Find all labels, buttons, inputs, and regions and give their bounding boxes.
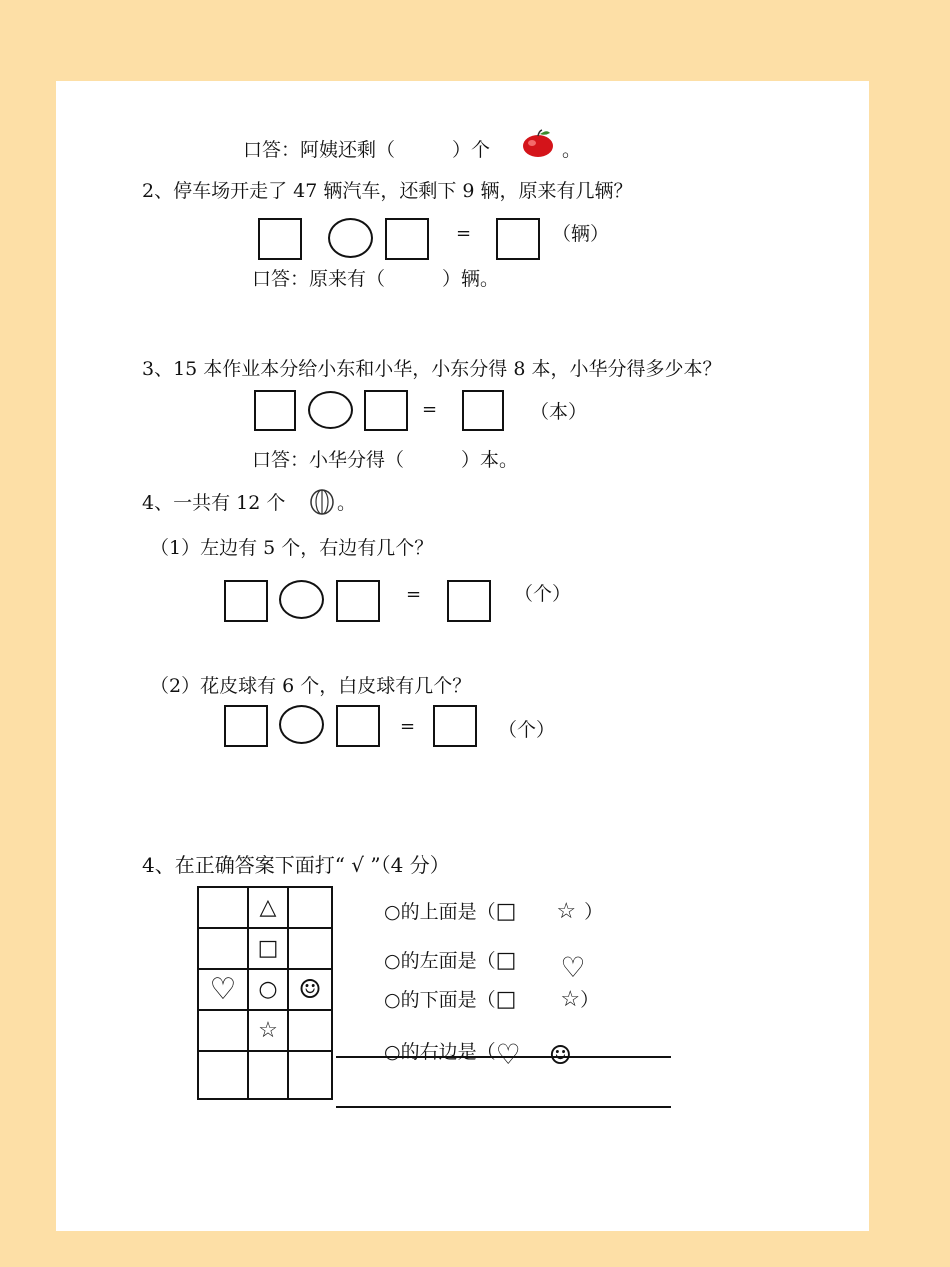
equals-sign: = [406, 584, 422, 605]
equals-sign: = [422, 399, 438, 420]
option-heart[interactable]: ♡ [560, 951, 586, 984]
q4-sub2-question: （2）花皮球有 6 个，白皮球有几个？ [150, 675, 472, 697]
apple-icon [520, 128, 556, 158]
result-box[interactable] [496, 218, 540, 260]
heart-icon: ♡ [209, 972, 237, 1007]
operator-oval[interactable] [279, 580, 324, 619]
q4-question: 4、一共有 12 个 [142, 492, 286, 514]
result-box[interactable] [462, 390, 504, 431]
square-icon: □ [257, 936, 279, 961]
answer-box[interactable] [224, 580, 268, 622]
equals-sign: = [456, 223, 472, 244]
option-square[interactable]: □ [495, 987, 517, 1012]
q5-line-right: ○的右边是（♡ ☺ [384, 1038, 573, 1071]
q5-line-above: ○的上面是（□ ☆ ） [384, 899, 604, 924]
operator-oval[interactable] [308, 391, 353, 429]
ball-icon [308, 487, 336, 517]
q1-end: 。 [562, 139, 582, 161]
grid-cell [288, 887, 332, 928]
option-square[interactable]: □ [495, 899, 517, 924]
option-star[interactable]: ☆ [560, 987, 581, 1012]
result-box[interactable] [447, 580, 491, 622]
operator-oval[interactable] [279, 705, 324, 744]
grid-cell [198, 1010, 248, 1051]
option-heart[interactable]: ♡ [495, 1038, 521, 1071]
q4-sub2-unit: （个） [498, 719, 556, 741]
q2-question: 2、停车场开走了 47 辆汽车，还剩下 9 辆，原来有几辆？ [142, 180, 633, 202]
q3-answer: 口答：小华分得（ ）本。 [252, 449, 519, 471]
star-icon: ☆ [258, 1018, 278, 1043]
grid-cell [248, 1051, 288, 1099]
worksheet-page [56, 81, 869, 1231]
option-star[interactable]: ☆ [556, 899, 577, 924]
q3-question: 3、15 本作业本分给小东和小华，小东分得 8 本，小华分得多少本？ [142, 358, 722, 380]
operator-oval[interactable] [328, 218, 373, 258]
answer-box[interactable] [385, 218, 429, 260]
grid-cell [288, 1051, 332, 1099]
triangle-icon: △ [259, 895, 277, 920]
q4-sub1-question: （1）左边有 5 个，右边有几个？ [150, 537, 434, 559]
q3-unit: （本） [530, 401, 588, 423]
grid-cell [248, 887, 288, 928]
position-grid [197, 886, 333, 1100]
answer-box[interactable] [224, 705, 268, 747]
q5-title: 4、在正确答案下面打“ √ ”（4 分） [142, 853, 450, 877]
answer-box[interactable] [336, 580, 380, 622]
grid-cell [198, 969, 248, 1010]
option-square[interactable]: □ [495, 948, 517, 973]
option-smiley[interactable]: ☺ [548, 1041, 573, 1071]
grid-cell [198, 1051, 248, 1099]
q2-answer: 口答：原来有（ ）辆。 [252, 268, 500, 290]
grid-cell [288, 928, 332, 969]
equals-sign: = [400, 716, 416, 737]
grid-cell [288, 1010, 332, 1051]
answer-box[interactable] [254, 390, 296, 431]
grid-cell [248, 1010, 288, 1051]
q5-line-below: ○的下面是（□ ☆） [384, 987, 600, 1012]
grid-cell [288, 969, 332, 1010]
answer-box[interactable] [364, 390, 408, 431]
circle-icon: ○ [258, 977, 278, 1002]
answer-box[interactable] [258, 218, 302, 260]
q4-end: 。 [337, 492, 357, 514]
grid-cell [198, 887, 248, 928]
answer-box[interactable] [336, 705, 380, 747]
grid-cell [198, 928, 248, 969]
result-box[interactable] [433, 705, 477, 747]
grid-cell [248, 969, 288, 1010]
grid-cell [248, 928, 288, 969]
smiley-icon: ☺ [298, 974, 322, 1005]
q1-answer: 口答：阿姨还剩（ ）个 [243, 139, 491, 161]
q5-line-left: ○的左面是（□ ♡ [384, 948, 586, 984]
divider-line [336, 1106, 671, 1108]
q2-unit: （辆） [552, 223, 610, 245]
q4-sub1-unit: （个） [514, 583, 572, 605]
